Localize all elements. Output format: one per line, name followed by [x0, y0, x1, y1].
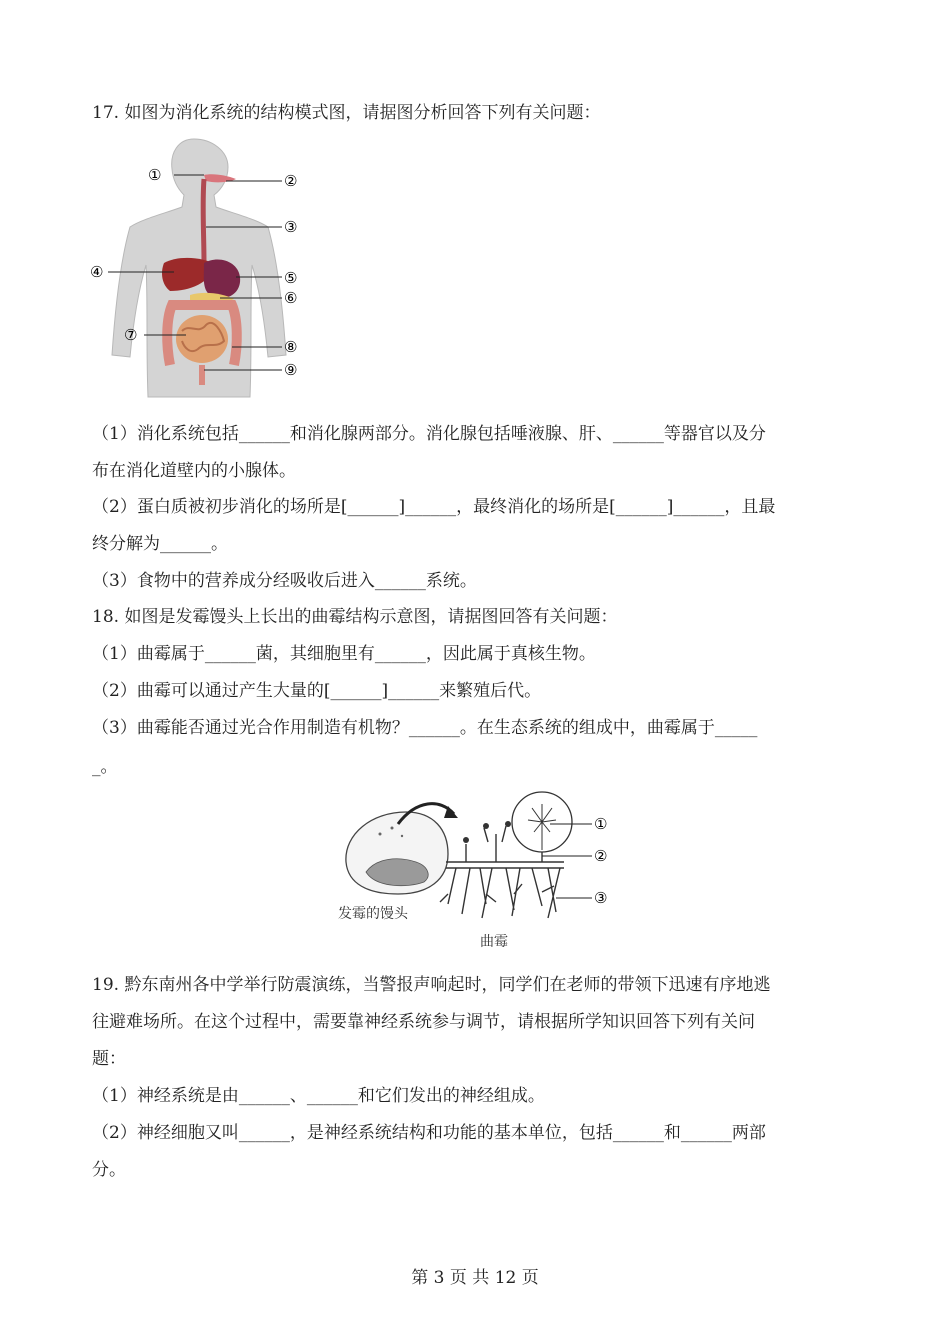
label-1: ① — [148, 166, 162, 184]
page-footer: 第 3 页 共 12 页 — [411, 1268, 539, 1288]
label-6: ⑥ — [284, 289, 298, 307]
q18-part2: （2）曲霉可以通过产生大量的[______]______来繁殖后代。 — [92, 681, 542, 701]
label-7: ⑦ — [124, 326, 138, 344]
q18-part3-line1: （3）曲霉能否通过光合作用制造有机物？______。在生态系统的组成中，曲霉属于_____ — [92, 718, 758, 738]
q17-part2-line1: （2）蛋白质被初步消化的场所是[______]______，最终消化的场所是[______]______，且最 — [92, 497, 776, 517]
caption-aspergillus: 曲霉 — [480, 934, 508, 950]
label-9: ⑨ — [284, 361, 298, 379]
q19-line3: 题： — [92, 1049, 126, 1069]
label-4: ④ — [90, 263, 104, 281]
aspergillus-figure — [336, 784, 626, 956]
q18-part3-line2: _。 — [92, 757, 118, 777]
label-5: ⑤ — [284, 269, 298, 287]
q17-part1-line2: 布在消化道壁内的小腺体。 — [92, 461, 296, 481]
q17-part1-line1: （1）消化系统包括______和消化腺两部分。消化腺包括唾液腺、肝、______等器官以及分 — [92, 424, 766, 444]
mold-label-1: ① — [594, 815, 608, 833]
q17-part2-line2: 终分解为______。 — [92, 534, 228, 554]
label-2: ② — [284, 172, 298, 190]
q19-part2-line1: （2）神经细胞又叫______，是神经系统结构和功能的基本单位，包括______和______两部 — [92, 1123, 766, 1143]
mold-label-3: ③ — [594, 889, 608, 907]
esophagus — [203, 179, 204, 263]
q19-line1: 19. 黔东南州各中学举行防震演练，当警报声响起时，同学们在老师的带领下迅速有序地逃 — [92, 975, 771, 995]
mold-label-2: ② — [594, 847, 608, 865]
q18-title: 18. 如图是发霉馒头上长出的曲霉结构示意图，请据图回答有关问题： — [92, 607, 618, 627]
q17-part3: （3）食物中的营养成分经吸收后进入______系统。 — [92, 571, 477, 591]
q19-line2: 往避难场所。在这个过程中，需要靠神经系统参与调节，请根据所学知识回答下列有关问 — [92, 1012, 755, 1032]
q19-part1: （1）神经系统是由______、______和它们发出的神经组成。 — [92, 1086, 545, 1106]
digestive-system-figure — [86, 135, 316, 403]
label-3: ③ — [284, 218, 298, 236]
q19-part2-line2: 分。 — [92, 1160, 126, 1180]
q18-part1: （1）曲霉属于______菌，其细胞里有______，因此属于真核生物。 — [92, 644, 596, 664]
small-intestine — [176, 315, 228, 363]
label-8: ⑧ — [284, 338, 298, 356]
caption-moldy-bread: 发霉的馒头 — [338, 906, 408, 922]
q17-title: 17. 如图为消化系统的结构模式图，请据图分析回答下列有关问题： — [92, 103, 601, 123]
